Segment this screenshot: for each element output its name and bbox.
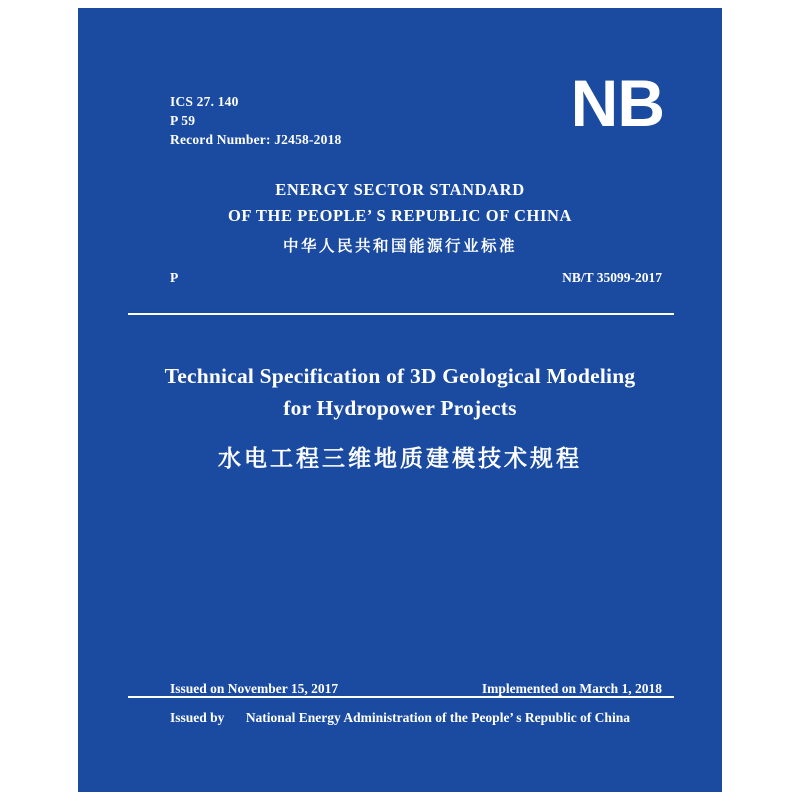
standard-number: NB/T 35099-2017 bbox=[562, 270, 662, 285]
code-row bbox=[170, 270, 662, 286]
issued-by-label: Issued by bbox=[170, 710, 225, 725]
standard-title-english-line2: OF THE PEOPLE’ S REPUBLIC OF CHINA bbox=[227, 206, 573, 225]
dates-row bbox=[170, 681, 662, 697]
main-title-english-line2: for Hydropower Projects bbox=[283, 396, 517, 420]
divider-bottom bbox=[128, 696, 674, 698]
nb-logo: NB bbox=[570, 66, 664, 140]
cover-header bbox=[78, 66, 722, 170]
issuer-row bbox=[78, 710, 722, 726]
main-title-chinese: 水电工程三维地质建模技术规程 bbox=[218, 446, 582, 472]
standard-title-english-line1: ENERGY SECTOR STANDARD bbox=[275, 180, 525, 199]
classification-code: P 59 bbox=[170, 113, 196, 128]
standard-cover bbox=[78, 8, 722, 792]
implemented-date: Implemented on March 1, 2018 bbox=[481, 681, 662, 696]
main-title-english-line1: Technical Specification of 3D Geological Modeling bbox=[164, 364, 636, 388]
standard-title-block bbox=[78, 180, 722, 256]
ics-number: ICS 27. 140 bbox=[170, 94, 239, 109]
standard-title-chinese: 中华人民共和国能源行业标准 bbox=[282, 237, 517, 255]
ics-info-block bbox=[170, 92, 341, 149]
divider-top bbox=[128, 313, 674, 315]
category-code: P bbox=[170, 270, 179, 285]
record-number: Record Number: J2458-2018 bbox=[170, 132, 342, 147]
issued-date: Issued on November 15, 2017 bbox=[170, 681, 339, 696]
issuer-name: National Energy Administration of the People’ s Republic of China bbox=[245, 710, 630, 725]
main-title-block bbox=[78, 360, 722, 473]
